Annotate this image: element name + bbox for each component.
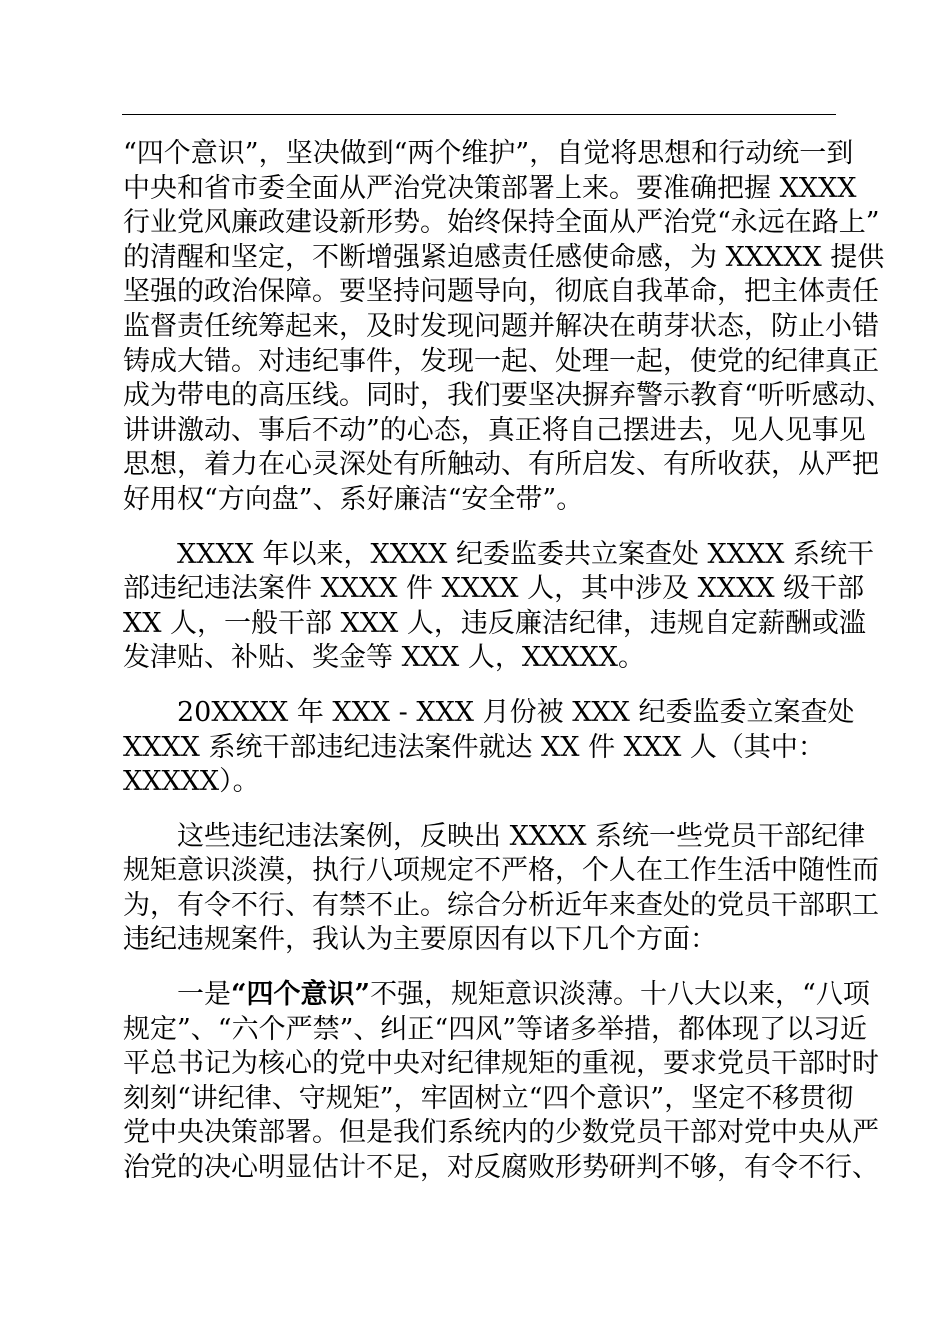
lead-text: 一是 [177,979,231,1011]
text-line: 监督责任统筹起来，及时发现问题并解决在萌芽状态，防止小错 [123,310,879,342]
text-line: 成为带电的高压线。同时，我们要坚决摒弃警示教育“听听感动、 [123,380,893,412]
text-line: 中央和省市委全面从严治党决策部署上来。要准确把握 XXXX [123,172,857,204]
text-line: 20XXXX 年 XXX - XXX 月份被 XXX 纪委监委立案查处 [177,696,855,728]
text-line: “四个意识”，坚决做到“两个维护”，自觉将思想和行动统一到 [123,138,854,169]
text-line: XXXX 年以来，XXXX 纪委监委共立案查处 XXXX 系统干 [177,538,874,570]
paragraph-4 [123,820,879,958]
text-line: 的清醒和坚定，不断增强紧迫感责任感使命感，为 XXXXX 提供 [123,241,885,273]
bold-phrase: “四个意识” [231,979,371,1011]
text-line: 好用权“方向盘”、系好廉洁“安全带”。 [123,483,584,515]
text-line: 规定”、“六个严禁”、纠正“四风”等诸多举措，都体现了以习近 [123,1013,868,1045]
text-line: 党中央决策部署。但是我们系统内的少数党员干部对党中央从严 [123,1117,879,1149]
text-line: 治党的决心明显估计不足，对反腐败形势研判不够，有令不行、 [123,1152,879,1184]
text-line: XX 人，一般干部 XXX 人，违反廉洁纪律，违规自定薪酬或滥 [123,607,866,639]
header-rule [122,114,836,115]
text-line: 铸成大错。对违纪事件，发现一起、处理一起，使党的纪律真正 [123,345,879,377]
text-line: 这些违纪违法案例，反映出 XXXX 系统一些党员干部纪律 [177,820,866,852]
text-line: 部违纪违法案件 XXXX 件 XXXX 人，其中涉及 XXXX 级干部 [123,573,865,605]
text-line: 发津贴、补贴、奖金等 XXX 人，XXXXX。 [123,642,645,674]
paragraph-5 [123,978,879,1186]
text-line: 刻刻“讲纪律、守规矩”，牢固树立“四个意识”，坚定不移贯彻 [123,1082,854,1114]
paragraph-2 [123,538,874,676]
paragraph-3 [123,696,855,800]
document-body [123,137,893,1186]
text-line-first [123,978,870,1013]
text-line: 规矩意识淡漠，执行八项规定不严格，个人在工作生活中随性而 [123,855,879,887]
text-line: XXXX 系统干部违纪违法案件就达 XX 件 XXX 人（其中： [123,731,825,763]
paragraph-1 [123,137,893,518]
text-line-rest: 不强，规矩意识淡薄。十八大以来，“八项 [370,979,870,1011]
text-line: 坚强的政治保障。要坚持问题导向，彻底自我革命，把主体责任 [123,276,879,308]
text-line: 思想，着力在心灵深处有所触动、有所启发、有所收获，从严把 [123,449,879,481]
text-line: 行业党风廉政建设新形势。始终保持全面从严治党“永远在路上” [123,207,880,239]
text-line: 为，有令不行、有禁不止。综合分析近年来查处的党员干部职工 [123,889,879,921]
text-line: XXXXX）。 [123,766,260,798]
text-line: 讲讲激动、事后不动”的心态，真正将自己摆进去，见人见事见 [123,414,866,446]
text-line: 平总书记为核心的党中央对纪律规矩的重视，要求党员干部时时 [123,1048,879,1080]
text-line: 违纪违规案件，我认为主要原因有以下几个方面： [123,924,717,956]
